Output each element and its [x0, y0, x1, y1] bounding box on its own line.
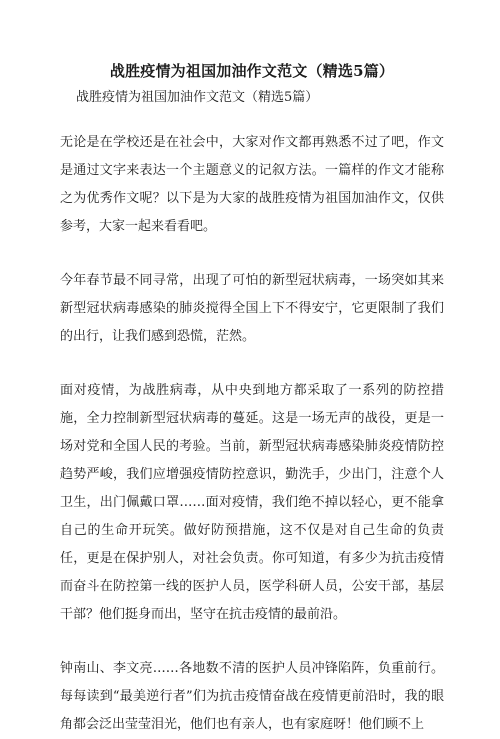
- document-title: 战胜疫情为祖国加油作文范文（精选5篇）: [109, 62, 395, 80]
- paragraph-medical-workers: 钟南山、李文亮……各地数不清的医护人员冲锋陷阵，负重前行。每每读到“最美逆行者”们为抗击疫情奋战在疫情更前沿时，我的眼角都会泛出莹莹泪光，他们也有亲人，也有家庭呀！他们顾不上: [60, 661, 444, 732]
- paragraph-intro: 无论是在学校还是在社会中，大家对作文都再熟悉不过了吧，作文是通过文字来表达一个主题意义的记叙方法。一篇样的作文才能称之为优秀作文呢？以下是为大家的战胜疫情为祖国加油作文，仅供参考，大家一起来看看吧。: [60, 135, 444, 234]
- document-subtitle: 战胜疫情为祖国加油作文范文（精选5篇）: [76, 90, 319, 105]
- paragraph-prevention: 面对疫情，为战胜病毒，从中央到地方都采取了一系列的防控措施，全力控制新型冠状病毒的蔓延。这是一场无声的战役，更是一场对党和全国人民的考验。当前，新型冠状病毒感染肺炎疫情防控趋势严峻，我们应增强疫情防控意识，勤洗手，少出门，注意个人卫生，出门佩戴口罩……面对疫情，我们绝不掉以轻心，更不能拿自己的生命开玩笑。做好防预措施，这不仅是对自己生命的负责任，更是在保护别人，对社会负责。你可知道，有多少为抗击疫情而奋斗在防控第一线的医护人员，医学科研人员，公安干部，基层干部？他们挺身而出，坚守在抗击疫情的最前沿。: [60, 383, 444, 622]
- paragraph-outbreak: 今年春节最不同寻常，出现了可怕的新型冠状病毒，一场突如其来新型冠状病毒感染的肺炎搅得全国上下不得安宁，它更限制了我们的出行，让我们感到恐慌，茫然。: [60, 273, 444, 344]
- document-body: [60, 129, 444, 739]
